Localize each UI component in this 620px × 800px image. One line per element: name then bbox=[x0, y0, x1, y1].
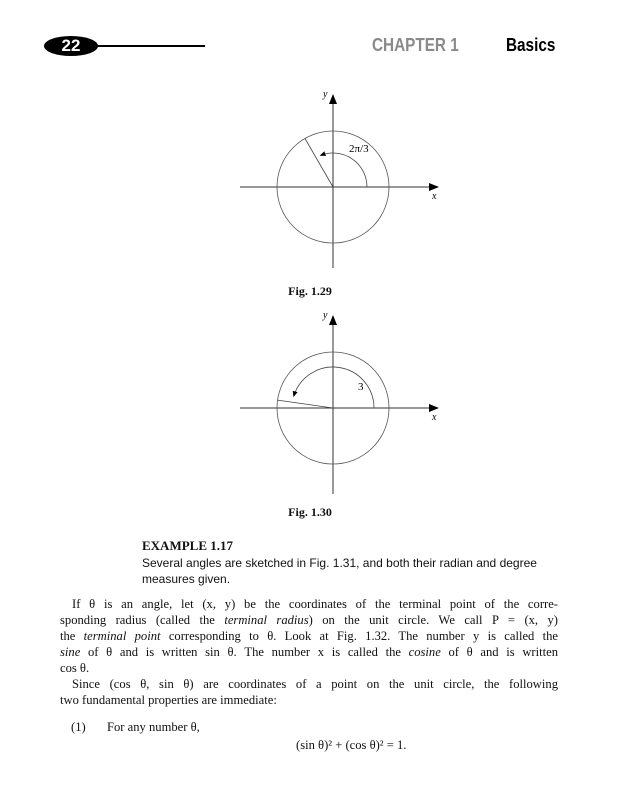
emphasized-term: cosine bbox=[408, 645, 441, 659]
terminal-radius bbox=[278, 400, 333, 408]
example-text: measures given. bbox=[142, 572, 231, 586]
text-segment: ) on the unit circle. We call P = (x, y) bbox=[308, 613, 558, 627]
text-segment: the bbox=[60, 629, 84, 643]
body-line bbox=[60, 597, 558, 612]
list-number: (1) bbox=[71, 720, 86, 734]
body-line bbox=[60, 629, 558, 644]
body-line bbox=[60, 677, 558, 692]
angle-label: 3 bbox=[358, 381, 364, 393]
figure-caption: Fig. 1.30 bbox=[288, 505, 332, 519]
body-line bbox=[60, 613, 558, 628]
chapter-label: CHAPTER 1 bbox=[372, 35, 459, 55]
body-line bbox=[60, 693, 558, 708]
terminal-radius bbox=[305, 139, 333, 187]
body-line bbox=[60, 661, 558, 676]
text-segment: cos θ. bbox=[60, 661, 90, 675]
x-axis-label: x bbox=[432, 191, 437, 202]
text-segment: of θ and is written bbox=[440, 645, 558, 659]
text-segment: Since (cos θ, sin θ) are coordinates of a point on the unit circle, the following bbox=[72, 677, 558, 691]
text-segment: two fundamental properties are immediate: bbox=[60, 693, 277, 707]
text-segment: sponding radius (called the bbox=[60, 613, 225, 627]
list-text: For any number θ, bbox=[107, 720, 200, 734]
text-segment: of θ and is written sin θ. The number x is called the bbox=[80, 645, 409, 659]
text-segment: If θ is an angle, let (x, y) be the coordinates of the terminal point of the corre- bbox=[72, 597, 558, 611]
example-text: Several angles are sketched in Fig. 1.31, and both their radian and degree bbox=[142, 556, 537, 570]
equation: (sin θ)² + (cos θ)² = 1. bbox=[296, 738, 407, 752]
example-heading: EXAMPLE 1.17 bbox=[142, 538, 233, 553]
angle-arc bbox=[321, 153, 367, 187]
text-segment: corresponding to θ. Look at Fig. 1.32. The number y is called the bbox=[160, 629, 558, 643]
emphasized-term: sine bbox=[60, 645, 81, 659]
figure-caption: Fig. 1.29 bbox=[288, 284, 332, 298]
emphasized-term: terminal point bbox=[83, 629, 161, 643]
emphasized-term: terminal radius bbox=[224, 613, 309, 627]
page-number: 22 bbox=[44, 36, 98, 56]
chapter-title: Basics bbox=[506, 35, 556, 55]
figure-1-29 bbox=[240, 89, 438, 268]
body-line bbox=[60, 645, 558, 660]
angle-label: 2π/3 bbox=[349, 143, 369, 155]
x-axis-label: x bbox=[432, 412, 437, 423]
figure-1-30 bbox=[240, 310, 438, 494]
y-axis-label: y bbox=[323, 310, 328, 321]
y-axis-label: y bbox=[323, 89, 328, 100]
